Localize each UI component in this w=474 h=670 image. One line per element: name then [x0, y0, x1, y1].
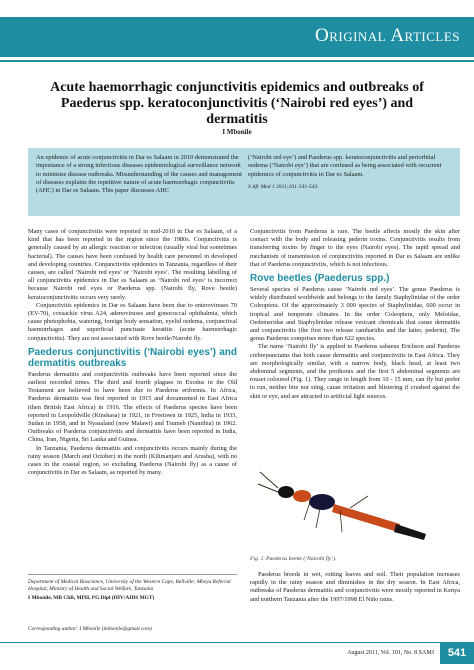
section-header-band	[0, 17, 474, 57]
abstract-right-text: (‘Nairobi red eye’) and Paederus spp. keratoconjunctivitis and periorbital oedema (‘Nairobi eye’) that are confused as being associated with recurrent epidemics of conjunctivitis in Dar es Salaam.	[248, 154, 442, 178]
beetle-illustration	[250, 462, 460, 552]
figure-caption: Fig. 1. Paederus beetle (‘Nairobi fly’).	[250, 556, 337, 562]
abstract-box	[28, 148, 460, 216]
author-name: I Mbonile	[222, 128, 252, 136]
paragraph: The name ‘Nairobi fly’ is applied to Paederus sabaeus Erichson and Paederus crebrepunctatus that both cause dermatitis and conjunctivitis in East Africa. They are morphologically similar, with a narrow body, black head, at least two abdominal segments, and the prothorax and the first 5 abdominal segments are rouset coloured (Fig. 1). They range in length from 10 - 15 mm, can fly but prefer to run, neither bite nor sting, cause irritation and blistering if crushed against the skin or eye, and are attracted to artificial light sources.	[250, 343, 460, 400]
issue-info: August 2011, Vol. 101, No. 8 SAMJ	[347, 650, 434, 656]
footer-rule	[0, 642, 474, 643]
paragraph: Many cases of conjunctivitis were reported in mid-2010 in Dar es Salaam, of a kind that has been reported in the region since the 1980s. Conjunctivitis is generally caused by an allergic reaction or infection (usually viral but sometimes bacterial). The causes have been confused by health care personnel in developed and developing countries. Conjunctivitis epidemics in Tanzania, regardless of their causes, are called ‘Nairobi red eyes’ or ‘Nairobi eyes’. The resulting labelling of all conjunctivitis epidemics in Dar es Salaam as ‘Nairobi red eyes’ is incorrect because Nairobi red eyes or Paederus spp. (Nairobi fly, Rove beetle) keratoconjunctivitis occurs very rarely.	[28, 228, 237, 301]
section-heading: Rove beetles (Paederus spp.)	[250, 273, 390, 285]
section-heading: Paederus conjunctivitis (‘Nairobi eyes’) and dermatitis outbreaks	[28, 346, 237, 369]
abstract-left: An epidemic of acute conjunctivitis in Dar es Salaam in 2010 demonstrated the importance of a strong infectious diseases epidemiological surveillance network to minimise disease outbreaks. Misunderstanding of the causes and management of diseases explains the repetitive nature of acute haemorrhagic conjunctivitis (AHC) in Dar es Salaam. This paper discusses AHC	[36, 154, 242, 195]
section-label: Original Articles	[314, 25, 460, 46]
article-title: Acute haemorrhagic conjunctivitis epidemics and outbreaks of Paederus spp. keratoconjunctivitis (‘Nairobi red eyes’) and dermatitis	[50, 80, 424, 127]
paragraph: Paederus dermatitis and conjunctivitis outbreaks have been reported since the earliest recorded times. The third and fourth plagues in Exodus in the Old Testament are believed to have been due to Paederus eriformis. In Africa, Paederus dermatitis was first reported in 1915 and documented in East Africa (then British East Africa) in 1916. The effects of Paederus species have been reported in Leopoldville (Kinshasa) in 1921, in Freetown in 1925, India in 1933, Sudan in 1958, and in Nyasaland (now Malawi) and Tsumeb (Namibia) in 1962. Outbreaks of Paederus conjunctivitis and dermatitis have been reported in India, China, Iran, Nigeria, Sri Lanka and Guinea.	[28, 370, 237, 444]
body-column-right-bottom	[250, 571, 460, 604]
corresponding-author: Corresponding author: I Mbonile (imbonile@gmail.com)	[28, 626, 152, 632]
abstract-citation: S Afr Med J 2011;101:541-543.	[248, 183, 319, 190]
author-affiliation	[28, 574, 237, 602]
paragraph: Paederus breeds in wet, rotting leaves and soil. Their population increases rapidly in the rainy season and diminishes in the dry season. In East Africa, outbreaks of Paederus dermatitis and conjunctivitis were mostly reported in Kenya and northern Tanzania after the 1997/1998 El Niño rains.	[250, 571, 460, 603]
header-rule	[0, 60, 474, 62]
author-credentials: I Mbonile, MB ChB, MPH, PG Dipl (HIV/AIDS MGT)	[28, 595, 155, 601]
body-column-left	[28, 228, 237, 477]
paragraph: Conjunctivitis from Paederus is rare. The beetle affects mostly the skin after contact with the body and releasing pederin toxins. Conjunctivitis results from transferring toxins by finger to the eyes (Nairobi eyes). The rapid spread and mechanism of transmission of conjunctivitis reported in Dar es Salaam are unlike that of Paederus conjunctivitis, which is not infectious.	[250, 228, 460, 268]
paragraph: In Tanzania, Paederus dermatitis and conjunctivitis occurs mainly during the rainy season (March and October) in the north (Kilimanjaro and Arusha), with no cases in the coastal region, so excluding Paederus (Nairobi fly) as a cause of conjunctivitis in Dar es Salaam, as reported by many.	[28, 444, 237, 477]
affiliation-text: Department of Medical Bioscience, University of the Western Cape, Bellville; Mbeya Referral Hospital, Ministry of Health and Social Welfare, Tanzania	[28, 579, 231, 592]
body-column-right	[250, 228, 460, 401]
page-number: 541	[440, 642, 474, 664]
beetle-figure	[250, 462, 460, 552]
abstract-right	[248, 154, 452, 191]
paragraph: Conjunctivitis epidemics in Dar es Salaam have been due to enteroviruses 70 (EV-70), coxsackie virus A24, adenoviruses and gonococcal ophthalmia, which cause photophobia, watering, foreign body sensation, eyelid oedema, conjunctival haemorrhages and superficial punctuate keratitis (acute haemorrhagic conjunctivitis). They are not associated with Rove beetle/Nairobi fly.	[28, 301, 237, 342]
paragraph: Several species of Paederus cause ‘Nairobi red eyes’. The genus Paederus is widely distributed worldwide and belongs to the family Staphylinidae of the order Coleoptera. Of the approximately 3 000 species of Staphylinidae, 600 occur in tropical and temperate climates. In the order Coleoptera, only Meloidae, Oedemeridae and Staphylinidae release vesicant chemicals that cause dermatitis and conjunctivitis (the first two release cantharidin and the latter, pederin). The genus Paederus comprises more than 622 species.	[250, 286, 460, 343]
